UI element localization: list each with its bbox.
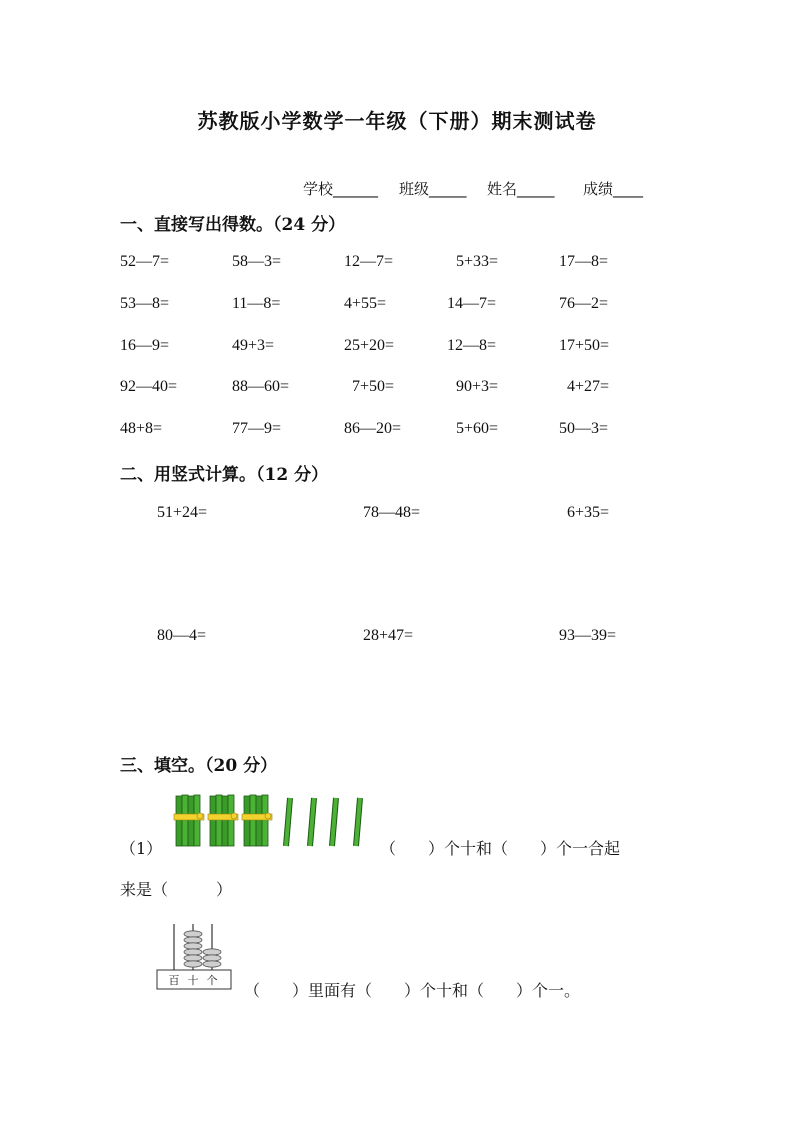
section3-heading: 三、填空。（20 分） [120,756,278,776]
problem: 88—60= [232,378,290,395]
problem: 11—8= [232,295,281,312]
problem: 16—9= [120,337,170,354]
problem: 76—2= [559,295,609,312]
problem: 4+55= [344,295,387,312]
problem: 14—7= [447,295,497,312]
vertical-problem: 51+24= [157,504,208,521]
abacus-label-tens: 十 [187,974,199,987]
problem: 50—3= [559,420,609,437]
section2-heading: 二、用竖式计算。（12 分） [120,465,329,485]
problem: 4+27= [567,378,610,395]
problem: 58—3= [232,253,282,270]
score-field: 成绩____ [583,180,644,198]
problem: 12—8= [447,337,497,354]
vertical-problem: 6+35= [567,504,610,521]
problem: 53—8= [120,295,170,312]
name-field: 姓名_____ [487,180,555,198]
problem: 5+33= [456,253,499,270]
problem: 52—7= [120,253,170,270]
stick-bundles-illustration [170,792,370,850]
problem: 5+60= [456,420,499,437]
bundle-icon [174,795,204,846]
tens-beads-icon [184,931,202,967]
vertical-problem: 93—39= [559,627,617,644]
page-title: 苏教版小学数学一年级（下册）期末测试卷 [197,109,597,133]
problem: 25+20= [344,337,395,354]
problem: 17—8= [559,253,609,270]
q2-text: （ ）里面有（ ）个十和（ ）个一。 [244,981,581,1000]
class-field: 班级_____ [399,180,467,198]
single-stick-icon [310,798,314,846]
problem: 7+50= [352,378,395,395]
ones-beads-icon [203,949,221,967]
bundle-icon [208,795,238,846]
vertical-problem: 28+47= [363,627,414,644]
q1-text: （ ）个十和（ ）个一合起 [380,839,621,858]
school-field: 学校______ [303,180,379,198]
problem: 86—20= [344,420,402,437]
abacus-illustration [154,920,234,992]
abacus-label-hundreds: 百 [168,974,180,987]
q1-number: （1） [120,839,163,858]
section1-heading: 一、直接写出得数。（24 分） [120,215,346,235]
problem: 92—40= [120,378,178,395]
bundle-icon [242,795,272,846]
vertical-problem: 80—4= [157,627,207,644]
problem: 48+8= [120,420,163,437]
problem: 12—7= [344,253,394,270]
q1-continuation: 来是（ ） [120,880,233,899]
problem: 90+3= [456,378,499,395]
abacus-label-ones: 个 [206,974,218,987]
problem: 49+3= [232,337,275,354]
single-stick-icon [356,798,360,846]
problem: 77—9= [232,420,282,437]
single-stick-icon [332,798,336,846]
vertical-problem: 78—48= [363,504,421,521]
problem: 17+50= [559,337,610,354]
single-stick-icon [286,798,290,846]
